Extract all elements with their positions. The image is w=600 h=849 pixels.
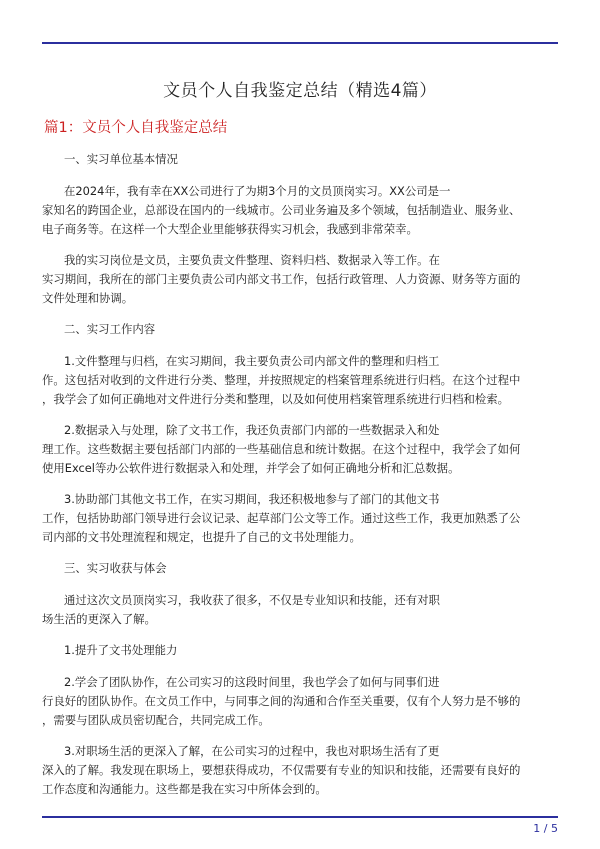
document-body	[42, 150, 558, 811]
paragraph-heading: 1.提升了文书处理能力	[64, 643, 178, 657]
section-title: 篇1：文员个人自我鉴定总结	[44, 120, 228, 136]
paragraph: 2.数据录入与处理，除了文书工作，我还负责部门内部的一些数据录入和处 理工作。这些数据主要包括部门内部的一些基础信息和统计数据。在这个过程中，我学会了如何 使用Excel等办公软件进行数据录入和处理，并学会了如何正确地分析和汇总数据。	[42, 423, 521, 475]
bottom-rule	[42, 816, 558, 818]
paragraph: 3.对职场生活的更深入了解，在公司实习的过程中，我也对职场生活有了更 深入的了解。我发现在职场上，要想获得成功，不仅需要有专业的知识和技能，还需要有良好的 工作态度和沟通能力。这些都是我在实习中所体会到的。	[42, 744, 521, 796]
page-indicator: 1 / 5	[533, 822, 558, 835]
paragraph-heading: 一、实习单位基本情况	[64, 152, 178, 166]
top-rule	[42, 42, 558, 44]
paragraph-heading: 三、实习收获与体会	[64, 561, 167, 575]
paragraph: 1.文件整理与归档，在实习期间，我主要负责公司内部文件的整理和归档工 作。这包括对收到的文件进行分类、整理，并按照规定的档案管理系统进行归档。在这个过程中 ，我学会了如何正确地对文件进行分类和整理，以及如何使用档案管理系统进行归档和检索。	[42, 354, 521, 406]
paragraph: 在2024年，我有幸在XX公司进行了为期3个月的文员顶岗实习。XX公司是一 家知名的跨国企业，总部设在国内的一线城市。公司业务遍及多个领域，包括制造业、服务业、 电子商务等。在这样一个大型企业里能够获得实习机会，我感到非常荣幸。	[42, 184, 521, 236]
paragraph: 通过这次文员顶岗实习，我收获了很多，不仅是专业知识和技能，还有对职 场生活的更深入了解。	[42, 593, 440, 626]
paragraph: 我的实习岗位是文员，主要负责文件整理、资料归档、数据录入等工作。在 实习期间，我所在的部门主要负责公司内部文书工作，包括行政管理、人力资源、财务等方面的 文件处理和协调。	[42, 253, 521, 305]
document-title: 文员个人自我鉴定总结（精选4篇）	[163, 81, 437, 101]
paragraph: 3.协助部门其他文书工作，在实习期间，我还积极地参与了部门的其他文书 工作，包括协助部门领导进行会议记录、起草部门公文等工作。通过这些工作，我更加熟悉了公 司内部的文书处理流程和规定，也提升了自己的文书处理能力。	[42, 492, 521, 544]
paragraph-heading: 二、实习工作内容	[64, 322, 156, 336]
paragraph: 2.学会了团队协作，在公司实习的这段时间里，我也学会了如何与同事们进 行良好的团队协作。在文员工作中，与同事之间的沟通和合作至关重要，仅有个人努力是不够的 ，需要与团队成员密切配合，共同完成工作。	[42, 675, 521, 727]
